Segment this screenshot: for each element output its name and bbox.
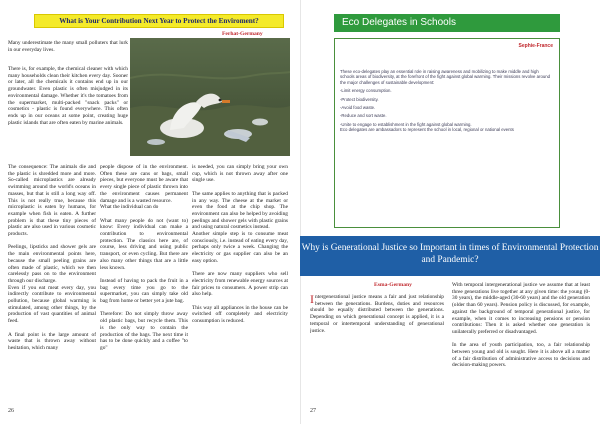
- page-number-left: 26: [8, 408, 14, 414]
- eco-paragraph: -Unite to engage to establishment in the fight against global warming.: [340, 121, 472, 127]
- eco-paragraph: -Limit energy consumption.: [340, 88, 392, 94]
- article-column-1-text: The consequence: The animals die and the plastic is shredded more and more. So-called microplastics are already swimming around the world's oceans in masses, but that is still a long way off. This is not really true, because this microplastic is eaten by humans, for example when fish is eaten. A further problem is that these tiny pieces of plastic are also used in various cosmetic products. Peelings, lipsticks and shower gels are the main environmental points here, because the small peeling grains are often made of plastic, which we then carelessly pass on to the environment through our discharge. Even if you eat meat every day, you indirectly contribute to environmental pollution, because global warming is stimulated, among other things, by the production of vast quantities of animal feed. A final point is the large amount of waste that is thrown away without hesitation, which many: [8, 164, 96, 351]
- generational-justice-column-2-text: With temporal intergenerational justice we assume that at least three generations live together at any given time: the young (0-30 years), the middle-aged (30-60 years) and the old generation (older than 60 years). Pension policy is discussed, for example, against the background of temporal generational justice, for example, when it comes to increasing pensions or pension contributions: Then it is asked whether one generation is unilaterally preferred or disadvantaged. In the area of youth participation, too, a fair relationship between young and old is sought. Here it is above all a matter of a fair distribution of administrative access to decisions and decision-making powers.: [452, 282, 590, 369]
- article-column-2: [100, 164, 188, 392]
- article-column-3-text: is needed, you can simply bring your own cup, which is not thrown away after one single use. The same applies to anything that is packed in any way. The cheese at the market or even the food at the chip shop. The environment can also be helped by avoiding peelings and shower gels with plastic grains and using natural cosmetics instead. Another simple step is to consume meat consciously, i.e. instead of eating every day, perhaps only twice a week. Changing the electricity or gas supplier can also be an easy option. There are now many suppliers who sell electricity from renewable energy sources at fair prices to consumers. A power strip can also help. This way all appliances in the house can be switched off completely and electricity consumption is reduced.: [192, 164, 288, 325]
- eco-author: Sephie-France: [518, 43, 553, 49]
- swan-plastic-photo: [130, 38, 290, 156]
- article-title: What is Your Contribution Next Year to Protect the Enviroment?: [34, 14, 284, 28]
- generational-justice-column-2: [452, 282, 590, 414]
- eco-paragraph: These eco-delegates play an essential role in raising awareness and mobilizing to make middle and high schools areas of biodiversity, at the forefront of the fight against global warming. Their missions revolve around the major challenges of sustainable development:: [340, 69, 551, 85]
- article-column-3: [192, 164, 288, 392]
- eco-paragraph: Eco delegates are ambassadors to represent the school in local, regional or national events: [340, 127, 514, 133]
- eco-delegates-text: [340, 69, 554, 136]
- article-column-2-text: people dispose of in the environment. Often these are cans or bags, small pieces, but everyone must be aware that every single piece of plastic thrown into the environment causes permanent damage and is a wasted resource. What the individual can do What many people do not (want to) know: Every individual can make a contribution to environmental protection. The classics here are, of course, less driving and using public transport, or even cycling. But there are also many other things that are a little less known. Instead of having to pack the fruit in a bag every time you go to the supermarket, you can simply take old bag from home or better yet a jute bag. Therefore: Do not simply throw away old plastic bags, but recycle them. This is the only way to contain the production of the bags. The next time it has to be done quickly and a coffee "to go": [100, 164, 188, 351]
- drop-cap: I: [310, 294, 314, 306]
- generational-justice-title: Why is Generational Justice so Important in times of Environmental Protection and Pandemic?: [300, 236, 600, 276]
- generational-justice-column-1: [310, 294, 444, 414]
- article-author: Ferhat-Germany: [222, 31, 263, 37]
- eco-paragraph: -Avoid food waste.: [340, 105, 376, 111]
- intro-paragraph: Many underestimate the many small polluters that lurk in our everyday lives.: [8, 40, 128, 53]
- article-column-1: [8, 164, 96, 392]
- generational-justice-author: Esma-Germany: [374, 282, 412, 288]
- generational-justice-column-1-text: ntergenerational justice means a fair and just relationship between the generations. Burdens, duties and resources should be equally distributed between the generations. Depending on which generational concept is applied, it is a temporal or intertemporal understanding of generational justice.: [310, 294, 444, 334]
- intro-paragraph-2: There is, for example, the chemical cleaner with which many households clean their kitchen every day. Sooner or later, all the chemicals it contains end up in our groundwater. Even plastic is often misjudged in its environmental damage. Whether it's the tomatoes from the supermarket, multi-packed "snack packs" or cosmetics - plastic is found everywhere. This often ends up in our oceans at some point, creating huge plastic islands that are often eaten by marine animals.: [8, 66, 128, 126]
- eco-paragraph: -Reduce and sort waste.: [340, 113, 387, 119]
- eco-delegates-box: [334, 38, 560, 228]
- page-number-right: 27: [310, 408, 316, 414]
- eco-paragraph: -Protect biodiversity.: [340, 96, 379, 102]
- eco-delegates-title: Eco Delegates in Schools: [334, 14, 560, 32]
